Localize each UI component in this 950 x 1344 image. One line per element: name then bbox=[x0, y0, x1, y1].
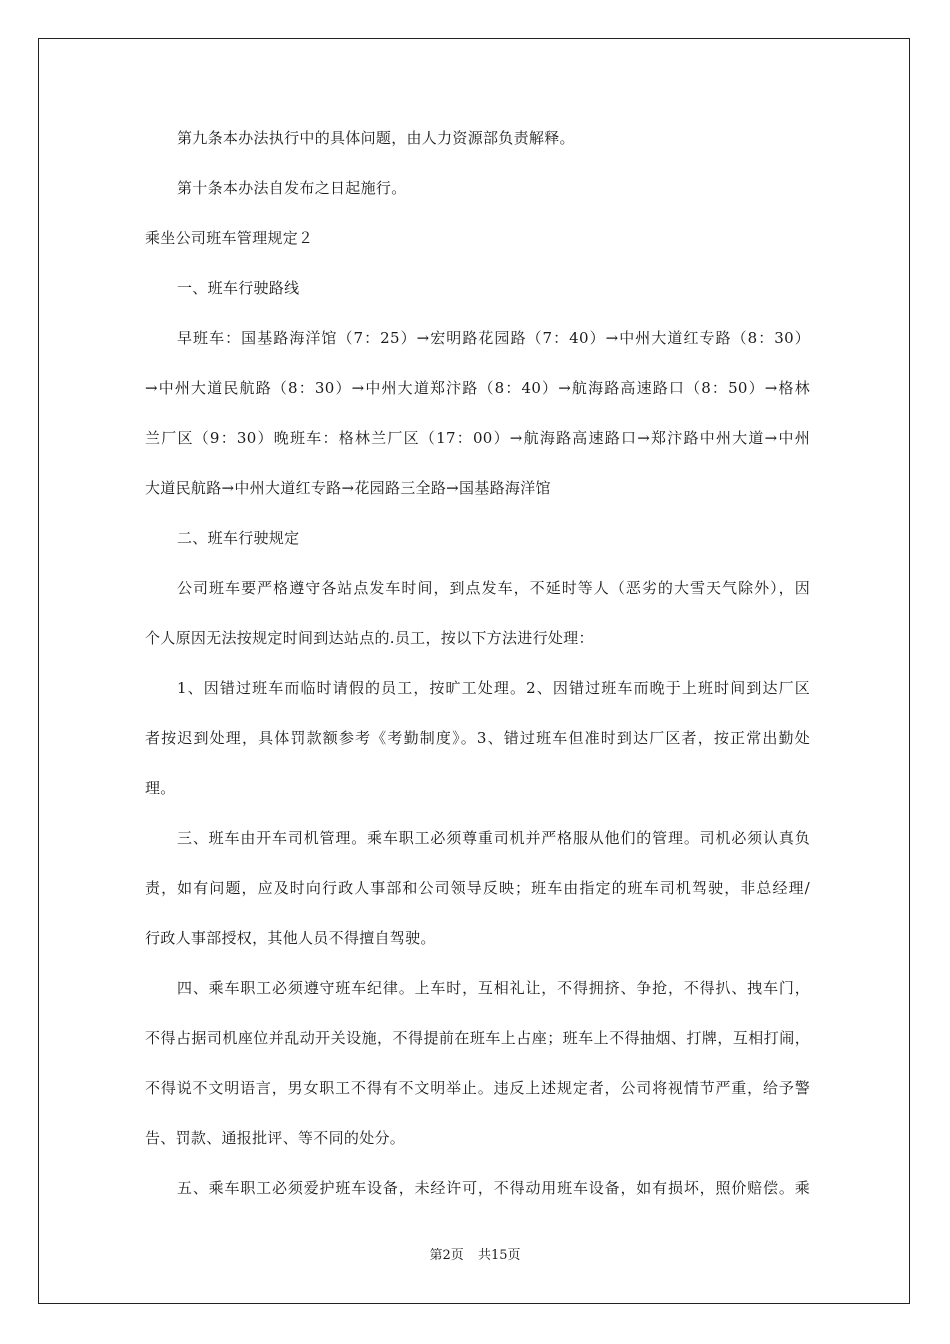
text-line: 二、班车行驶规定 bbox=[177, 529, 300, 547]
text-line: 三、班车由开车司机管理。乘车职工必须尊重司机并严格服从他们的管理。司机必须认真负 bbox=[177, 829, 810, 847]
text-line: 第十条本办法自发布之日起施行。 bbox=[177, 179, 407, 197]
text-line: 不得占据司机座位并乱动开关设施，不得提前在班车上占座；班车上不得抽烟、打牌，互相打闹， bbox=[145, 1029, 810, 1047]
text-line: 第九条本办法执行中的具体问题，由人力资源部负责解释。 bbox=[177, 129, 575, 147]
text-line: 乘坐公司班车管理规定２ bbox=[145, 229, 314, 247]
text-line: 个人原因无法按规定时间到达站点的.员工，按以下方法进行处理： bbox=[145, 629, 594, 647]
text-line: 一、班车行驶路线 bbox=[177, 279, 300, 297]
text-line: 理。 bbox=[145, 779, 176, 797]
text-line: 行政人事部授权，其他人员不得擅自驾驶。 bbox=[145, 929, 436, 947]
text-line: 责，如有问题，应及时向行政人事部和公司领导反映；班车由指定的班车司机驾驶，非总经理/ bbox=[145, 879, 810, 897]
text-line: 早班车：国基路海洋馆（7：25）→宏明路花园路（7：40）→中州大道红专路（8：30） bbox=[177, 329, 810, 347]
text-line: 五、乘车职工必须爱护班车设备，未经许可，不得动用班车设备，如有损坏，照价赔偿。乘 bbox=[177, 1179, 810, 1197]
page-number: 第2页 bbox=[429, 1248, 464, 1263]
page-total: 共15页 bbox=[477, 1248, 521, 1263]
text-line: 大道民航路→中州大道红专路→花园路三全路→国基路海洋馆 bbox=[145, 479, 551, 497]
text-line: 1、因错过班车而临时请假的员工，按旷工处理。2、因错过班车而晚于上班时间到达厂区 bbox=[177, 679, 810, 697]
text-line: 公司班车要严格遵守各站点发车时间，到点发车，不延时等人（恶劣的大雪天气除外），因 bbox=[177, 579, 810, 597]
text-line: →中州大道民航路（8：30）→中州大道郑汴路（8：40）→航海路高速路口（8：50）→格林 bbox=[145, 379, 810, 397]
document-body bbox=[145, 120, 810, 1220]
page-footer bbox=[0, 1246, 950, 1266]
text-line: 兰厂区（9：30）晚班车：格林兰厂区（17：00）→航海路高速路口→郑汴路中州大道→中州 bbox=[145, 429, 810, 447]
text-line: 告、罚款、通报批评、等不同的处分。 bbox=[145, 1129, 406, 1147]
text-line: 四、乘车职工必须遵守班车纪律。上车时，互相礼让，不得拥挤、争抢，不得扒、拽车门， bbox=[177, 979, 810, 997]
text-line: 不得说不文明语言，男女职工不得有不文明举止。违反上述规定者，公司将视情节严重，给予警 bbox=[145, 1079, 810, 1097]
text-line: 者按迟到处理，具体罚款额参考《考勤制度》。3、错过班车但准时到达厂区者，按正常出勤处 bbox=[145, 729, 810, 747]
